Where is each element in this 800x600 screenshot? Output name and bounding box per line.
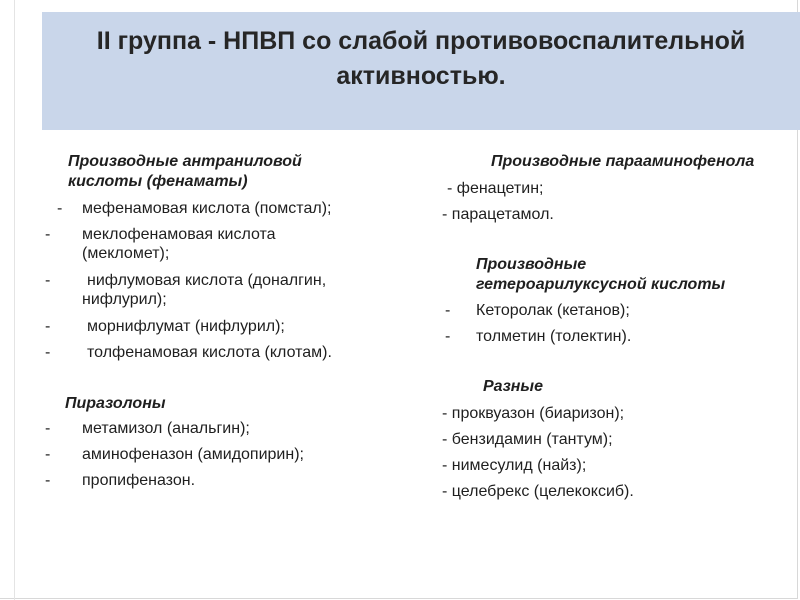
misc-item: - целебрекс (целекоксиб). — [442, 483, 634, 500]
misc-heading: Разные — [483, 378, 543, 395]
pyrazolone-item: метамизол (анальгин); — [82, 420, 250, 437]
title-line-2: активностью. — [336, 62, 506, 90]
dash-marker: - — [45, 226, 51, 243]
slide-title — [42, 24, 800, 94]
fenamate-item: мефенамовая кислота (помстал); — [82, 200, 332, 217]
fenamate-item-continued: (мекломет); — [82, 245, 170, 262]
fenamate-item: меклофенамовая кислота — [82, 226, 276, 243]
misc-item: - проквуазон (биаризон); — [442, 405, 625, 422]
fenamate-item: толфенамовая кислота (клотам). — [87, 344, 332, 361]
fenamate-item: морнифлумат (нифлурил); — [87, 318, 285, 335]
misc-item: - бензидамин (тантум); — [442, 431, 613, 448]
misc-item: - нимесулид (найз); — [442, 457, 587, 474]
heteroaryl-item: Кеторолак (кетанов); — [476, 302, 630, 319]
pyrazolones-heading: Пиразолоны — [65, 395, 166, 412]
heteroaryl-item: толметин (толектин). — [476, 328, 632, 345]
dash-marker: - — [445, 328, 451, 345]
left-rule — [14, 0, 15, 600]
pyrazolone-item: пропифеназон. — [82, 472, 196, 489]
fenamates-heading-2: кислоты (фенаматы) — [68, 173, 248, 190]
dash-marker: - — [57, 200, 63, 217]
paraaminophenol-heading: Производные парааминофенола — [491, 153, 755, 170]
dash-marker: - — [45, 420, 51, 437]
heteroaryl-heading-1: Производные — [476, 256, 587, 273]
dash-marker: - — [45, 446, 51, 463]
paraaminophenol-item: - фенацетин; — [447, 180, 544, 197]
pyrazolone-item: аминофеназон (амидопирин); — [82, 446, 304, 463]
dash-marker: - — [45, 272, 51, 289]
title-line-1: II группа - НПВП со слабой противовоспалительной — [96, 27, 746, 55]
dash-marker: - — [45, 318, 51, 335]
dash-marker: - — [45, 472, 51, 489]
fenamate-item: нифлумовая кислота (доналгин, — [87, 272, 327, 289]
fenamates-heading-1: Производные антраниловой — [68, 153, 302, 170]
dash-marker: - — [445, 302, 451, 319]
dash-marker: - — [45, 344, 51, 361]
paraaminophenol-item: - парацетамол. — [442, 206, 554, 223]
fenamate-item-continued: нифлурил); — [82, 291, 167, 308]
heteroaryl-heading-2: гетероарилуксусной кислоты — [476, 276, 726, 293]
